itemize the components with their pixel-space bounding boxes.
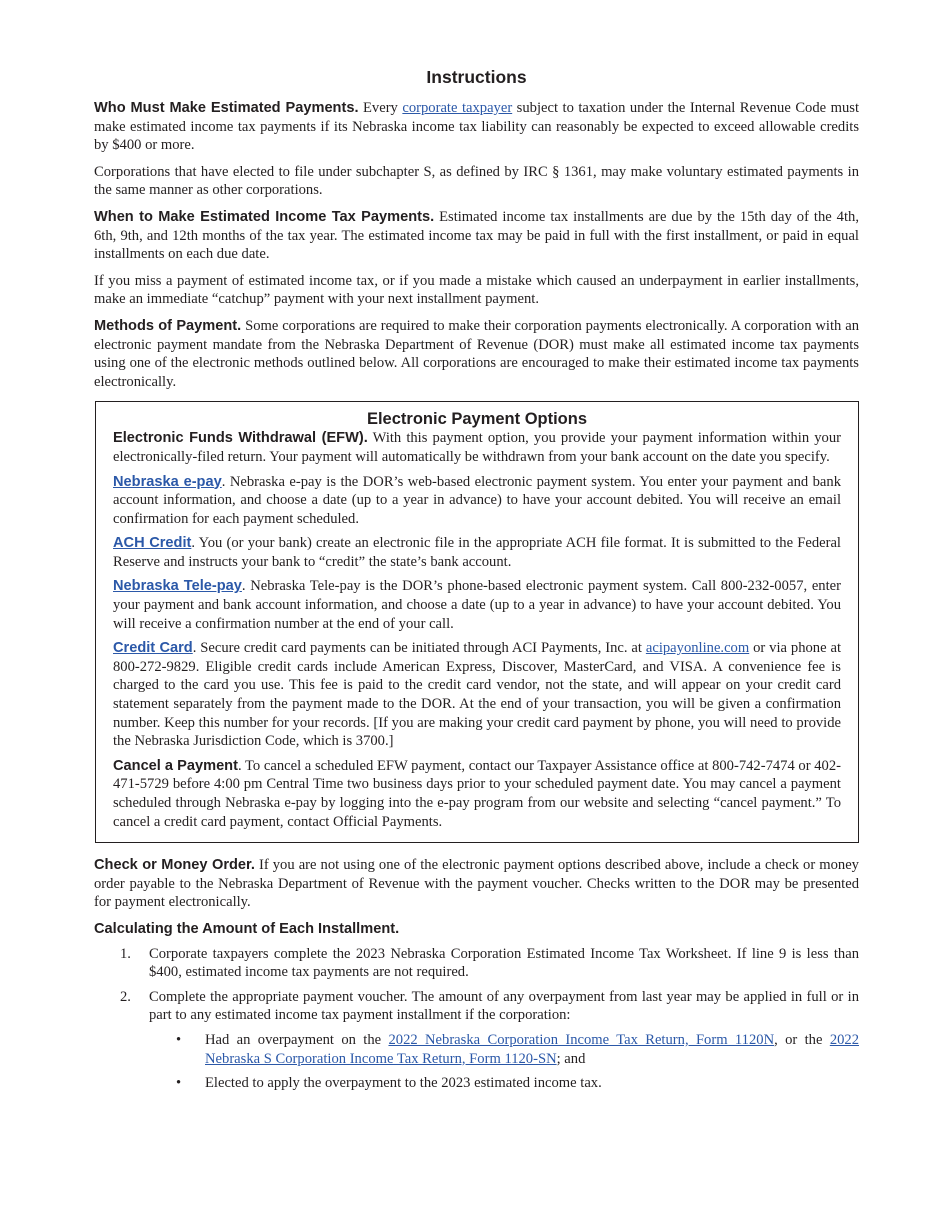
step-text: Complete the appropriate payment voucher. The amount of any overpayment from last year may be applied in full or in part to any estimated income tax payment installment if the corporation: (149, 988, 859, 1024)
efw-paragraph: Electronic Funds Withdrawal (EFW). With this payment option, you provide your payment information within your electronically-filed return. Your payment will automatically be withdrawn from your bank account on the date you specify. (113, 430, 841, 465)
credit-card-link[interactable]: Credit Card (113, 640, 193, 657)
list-item (94, 988, 859, 1093)
overpayment-conditions-list (149, 1031, 859, 1093)
when-to-pay-heading: When to Make Estimated Income Tax Payments. (94, 208, 435, 225)
step-number: 2. (120, 988, 131, 1005)
telepay-paragraph: Nebraska Tele-pay. Nebraska Tele-pay is the DOR’s phone-based electronic payment system. Call 800-232-0057, enter your payment and bank account information, and choose a date (up to a year in advance) to have your account debited. You will receive a confirmation number at the end of your call. (113, 578, 841, 632)
list-item: • Elected to apply the overpayment to the 2023 estimated income tax. (176, 1075, 602, 1092)
form-1120sn-link[interactable]: 2022 Nebraska S Corporation Income Tax Return, Form 1120-SN (205, 1031, 859, 1067)
check-money-order-paragraph: Check or Money Order. If you are not using one of the electronic payment options described above, include a check or money order payable to the Nebraska Department of Revenue with the payment voucher. Checks written to the DOR may be presented for payment electronically. (94, 857, 859, 911)
who-must-pay-paragraph: Who Must Make Estimated Payments. Every corporate taxpayer subject to taxation under the Internal Revenue Code must make estimated income tax payments if its Nebraska income tax liability can reasonably be expected to exceed allowable credits by $400 or more. (94, 100, 859, 154)
catchup-paragraph: If you miss a payment of estimated income tax, or if you made a mistake which caused an underpayment in earlier installments, make an immediate “catchup” payment with your next installment payment. (94, 272, 859, 308)
electronic-payment-options-box (95, 401, 859, 843)
cancel-payment-paragraph: Cancel a Payment. To cancel a scheduled EFW payment, contact our Taxpayer Assistance office at 800-742-7474 or 402-471-5729 before 4:00 pm Central Time two business days prior to your scheduled payment date. You may cancel a payment scheduled through Nebraska e-pay by logging into the e-pay program from our website and selecting “cancel payment.” To cancel a credit card payment, contact Official Payments. (113, 757, 841, 830)
efw-heading: Electronic Funds Withdrawal (EFW). (113, 430, 368, 447)
electronic-payment-options-title: Electronic Payment Options (366, 410, 588, 429)
calculating-heading-paragraph (94, 920, 859, 939)
nebraska-telepay-link[interactable]: Nebraska Tele-pay (113, 578, 242, 595)
nebraska-epay-link[interactable]: Nebraska e-pay (113, 473, 222, 490)
installment-steps-list (94, 945, 859, 1093)
check-money-order-heading: Check or Money Order. (94, 857, 255, 874)
step-number: 1. (120, 945, 131, 962)
methods-heading: Methods of Payment. (94, 317, 242, 334)
ach-credit-link[interactable]: ACH Credit (113, 535, 192, 552)
ach-credit-paragraph: ACH Credit. You (or your bank) create an electronic file in the appropriate ACH file format. It is submitted to the Federal Reserve and instructs your bank to “credit” the state’s bank account. (113, 535, 841, 570)
page-title: Instructions (426, 67, 527, 87)
calculating-heading: Calculating the Amount of Each Installment. (94, 920, 400, 937)
list-item: • Had an overpayment on the 2022 Nebraska Corporation Income Tax Return, Form 1120N, or the 2022 Nebraska S Corporation Income Tax Return, Form 1120-SN; and (176, 1031, 859, 1067)
step-text: Corporate taxpayers complete the 2023 Nebraska Corporation Estimated Income Tax Worksheet. If line 9 is less than $400, estimated income tax payments are not required. (149, 945, 859, 981)
epay-paragraph: Nebraska e-pay. Nebraska e-pay is the DOR’s web-based electronic payment system. You enter your payment and bank account information, and choose a date (up to a year in advance) to have your account debited. You will receive an email confirmation for each payment scheduled. (113, 473, 841, 527)
list-item (94, 945, 859, 982)
bullet-icon: • (176, 1075, 182, 1092)
acipayonline-link[interactable]: acipayonline.com (645, 640, 750, 657)
methods-paragraph: Methods of Payment. Some corporations are required to make their corporation payments electronically. A corporation with an electronic payment mandate from the Nebraska Department of Revenue (DOR) must make all estimated income tax payments using one of the electronic methods outlined below. All corporations are encouraged to make their estimated income tax payments electronically. (94, 317, 859, 390)
cancel-payment-heading: Cancel a Payment (113, 757, 238, 774)
credit-card-paragraph: Credit Card. Secure credit card payments can be initiated through ACI Payments, Inc. at acipayonline.com or via phone at 800-272-9829. Eligible credit cards include American Express, Discover, MasterCard, and VISA. A convenience fee is charged to the card you use. This fee is paid to the credit card vendor, not the state, and will appear on your credit card statement separately from the payment made to the DOR. At the end of your transaction, you will be given a confirmation number. Keep this number for your records. [If you are making your credit card payment by phone, you will need to provide the Nebraska Jurisdiction Code, which is 3700.] (113, 640, 842, 750)
bullet-icon: • (176, 1031, 182, 1048)
when-to-pay-paragraph: When to Make Estimated Income Tax Payments. Estimated income tax installments are due by the 15th day of the 4th, 6th, 9th, and 12th months of the tax year. The estimated income tax may be paid in full with the first installment, or paid in equal installments on each due date. (94, 208, 859, 263)
who-must-pay-heading: Who Must Make Estimated Payments. (94, 100, 359, 116)
instructions-page (94, 66, 859, 1099)
corporate-taxpayer-link[interactable]: corporate taxpayer (402, 100, 513, 116)
s-corporation-paragraph: Corporations that have elected to file under subchapter S, as defined by IRC § 1361, may make voluntary estimated payments in the same manner as other corporations. (94, 163, 859, 199)
form-1120n-link[interactable]: 2022 Nebraska Corporation Income Tax Return, Form 1120N (388, 1031, 775, 1048)
